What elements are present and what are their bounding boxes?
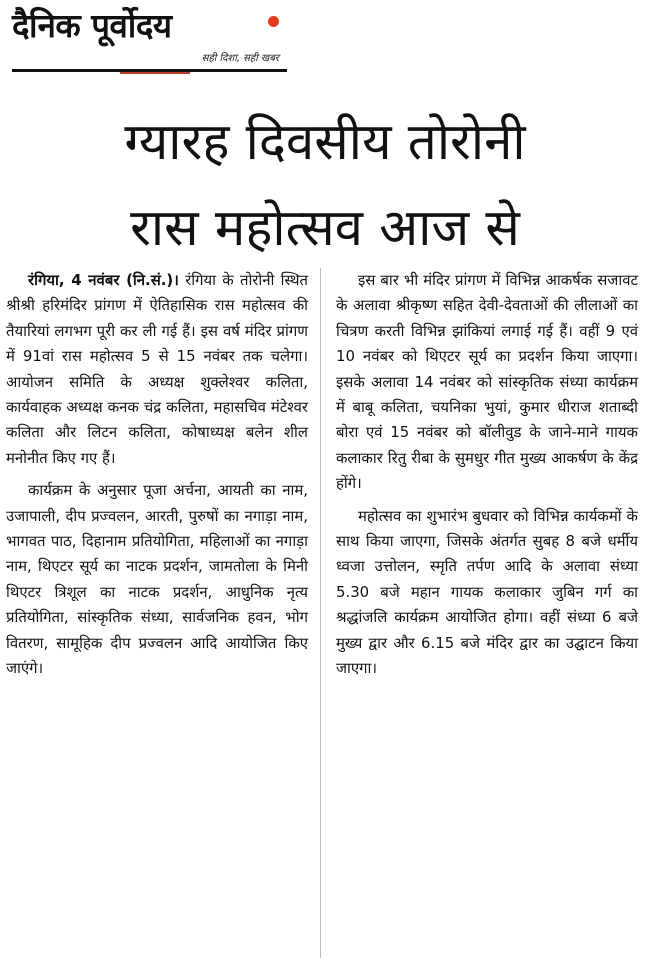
masthead-accent-rule xyxy=(120,72,190,74)
masthead-tagline: सही दिशा, सही खबर xyxy=(201,53,279,64)
article-paragraph: महोत्सव का शुभारंभ बुधवार को विभिन्न कार्यकमों के साथ किया जाएगा, जिसके अंतर्गत सुबह 8 बजे धर्मीय ध्वजा उत्तोलन, स्मृति तर्पण आदि के अलावा संध्या 5.30 बजे महान गायक कलाकार जुबिन गर्ग का श्रद्धांजलि कार्यक्रम आयोजित होगा। वहीं संध्या 6 बजे मुख्य द्वार और 6.15 बजे मंदिर द्वार का उद्घाटन किया जाएगा। xyxy=(336,506,638,678)
article-paragraph xyxy=(6,268,308,471)
headline-line-2: रास महोत्सव आज से xyxy=(130,199,520,258)
headline-line-1: ग्यारह दिवसीय तोरोनी xyxy=(124,113,526,172)
article-paragraph: इस बार भी मंदिर प्रांगण में विभिन्न आकर्षक सजावट के अलावा श्रीकृष्ण सहित देवी-देवताओं की लीलाओं का चित्रण करती विभिन्न झांकियां लगाई गई हैं। वहीं 9 एवं 10 नवंबर को थिएटर सूर्य का प्रदर्शन किया जाएगा। इसके अलावा 14 नवंबर को सांस्कृतिक संध्या कार्यक्रम में बाबू कलिता, चयनिका भुयां, कुमार धीराज शताब्दी बोरा एवं 15 नवंबर को बॉलीवुड के जाने-माने गायक कलाकार रितु रीबा के सुमधुर गीत मुख्य आकर्षण के केंद्र होंगे। xyxy=(336,271,638,493)
column-divider xyxy=(320,268,321,958)
paragraph-text: रंगिया के तोरोनी स्थित श्रीश्री हरिमंदिर प्रांगण में ऐतिहासिक रास महोत्सव की तैयारियां लगभग पूरी कर ली गई हैं। इस वर्ष मंदिर प्रांगण में 91वां रास महोत्सव 5 से 15 नवंबर तक चलेगा। आयोजन समिति के अध्यक्ष शुक्लेश्वर कलिता, कार्यवाहक अध्यक्ष कनक चंद्र कलिता, महासचिव मंटेश्वर कलिता और लिटन कलिता, कोषाध्यक्ष बलेन शील मनोनीत किए गए हैं। xyxy=(6,271,308,467)
dateline: रंगिया, 4 नवंबर (नि.सं.)। xyxy=(28,271,179,289)
headline xyxy=(20,100,630,272)
article-paragraph: कार्यक्रम के अनुसार पूजा अर्चना, आयती का नाम, उजापाली, दीप प्रज्वलन, आरती, पुरुषों का नगाड़ा नाम, भागवत पाठ, दिहानाम प्रतियोगिता, महिलाओं का नगाड़ा नाम, थिएटर सूर्य का नाटक प्रदर्शन, जामतोला के मिनी थिएटर त्रिशूल का नाटक प्रदर्शन, आधुनिक नृत्य प्रतियोगिता, सांस्कृतिक संध्या, सार्वजनिक हवन, भोग वितरण, सामूहिक दीप प्रज्वलन आदि आयोजित किए जाएंगे। xyxy=(6,481,308,678)
masthead xyxy=(12,6,287,72)
logo-dot-icon xyxy=(268,16,279,27)
article-column-right xyxy=(336,268,638,689)
article-column-left xyxy=(6,268,308,689)
newspaper-logo: दैनिक पूर्वोदय xyxy=(12,6,172,45)
